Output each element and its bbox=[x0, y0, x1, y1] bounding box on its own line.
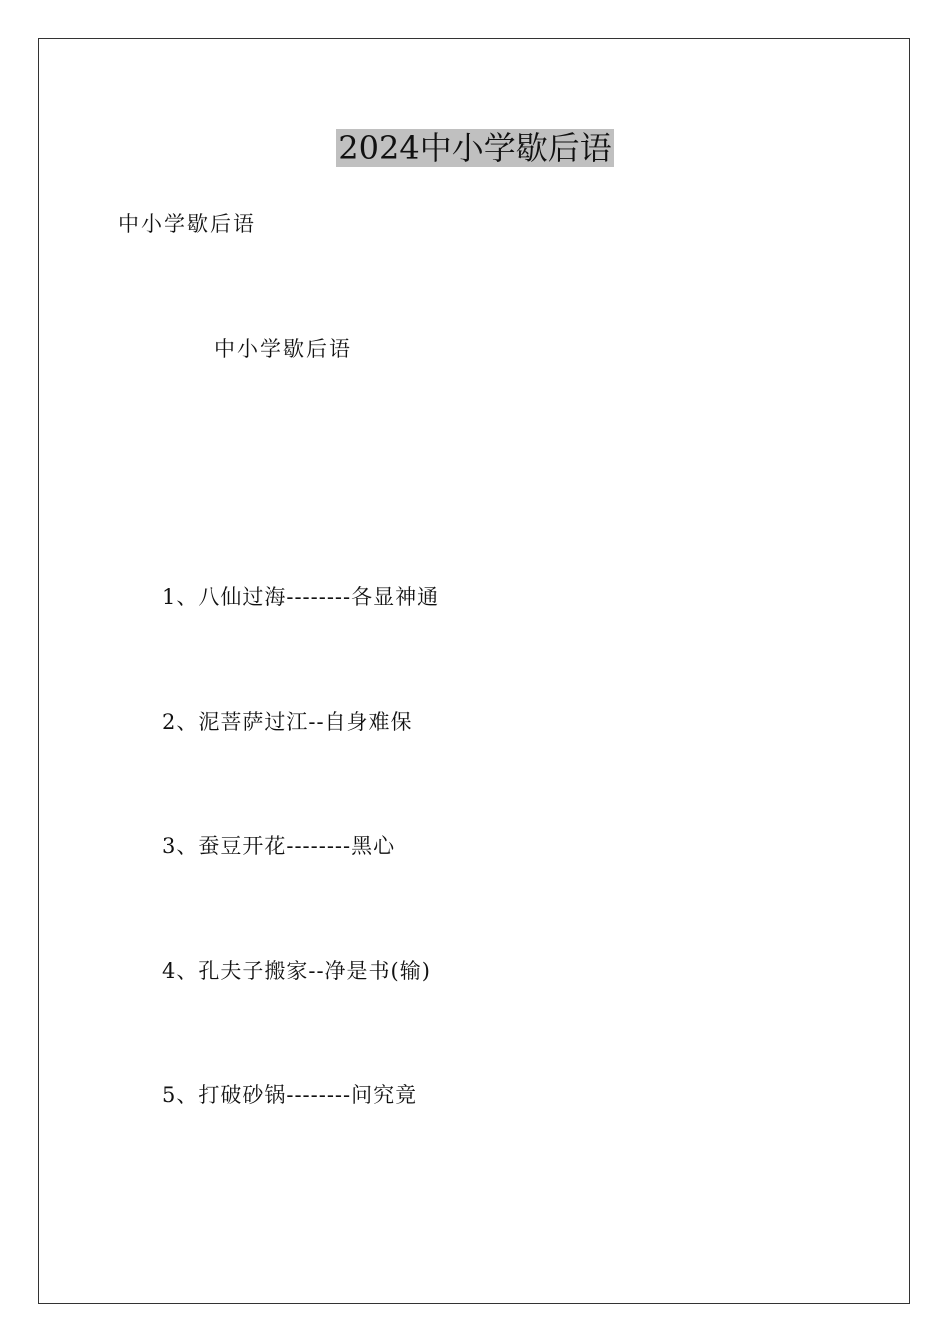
document-title-text: 2024中小学歇后语 bbox=[338, 129, 612, 167]
proverb-entry-1: 1、八仙过海--------各显神通 bbox=[162, 585, 440, 609]
document-subtitle: 中小学歇后语 bbox=[118, 212, 256, 236]
proverb-entry-4: 4、孔夫子搬家--净是书(输) bbox=[162, 959, 431, 983]
proverb-entry-5: 5、打破砂锅--------问究竟 bbox=[162, 1083, 418, 1107]
proverb-entry-3: 3、蚕豆开花--------黑心 bbox=[162, 834, 396, 858]
section-heading: 中小学歇后语 bbox=[214, 337, 352, 361]
document-title bbox=[0, 128, 950, 168]
proverb-entry-2: 2、泥菩萨过江--自身难保 bbox=[162, 710, 413, 734]
